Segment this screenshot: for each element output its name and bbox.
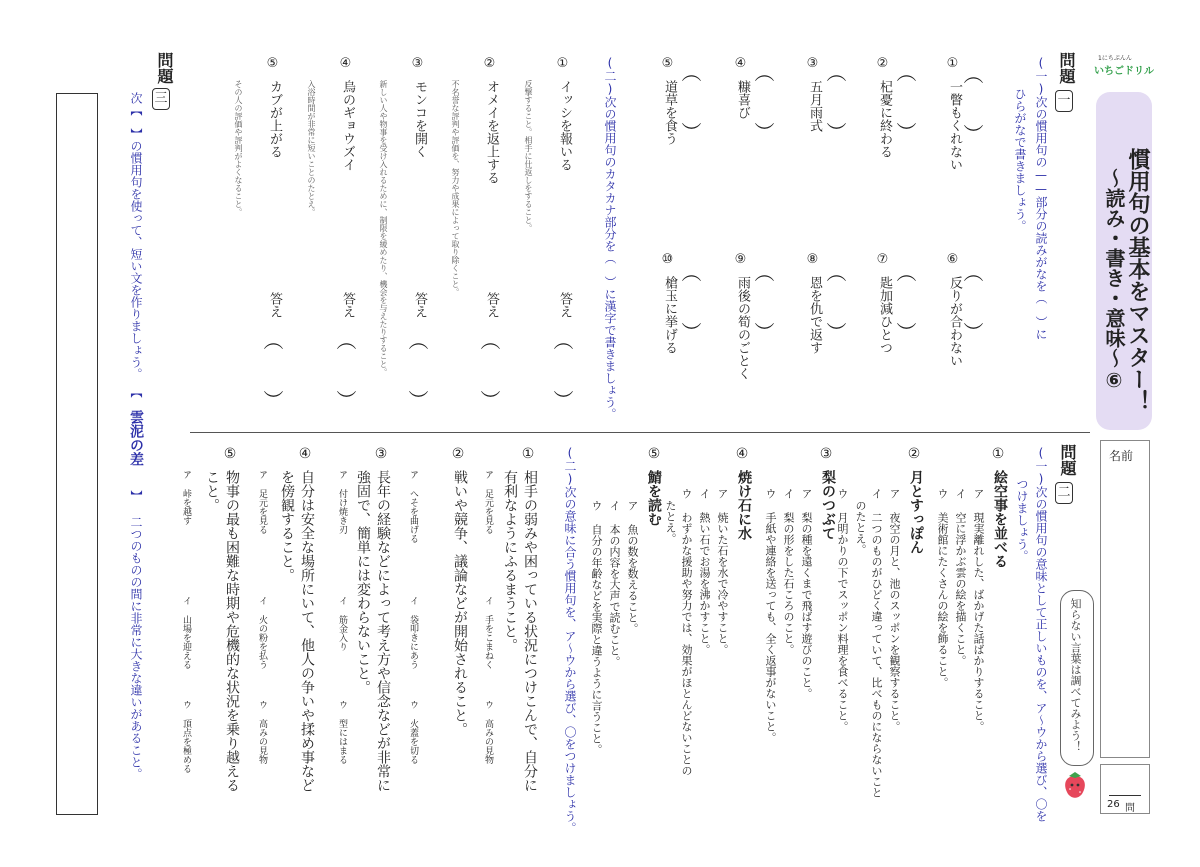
q2p1-item-4-opt-b[interactable]: イ 熱い石でお湯を沸かすこと。 — [698, 488, 711, 655]
q3-bracket-open: 【 — [129, 386, 143, 398]
q2p2-item-1-opt-c[interactable]: ウ 高みの見物 — [483, 700, 493, 764]
q1p2-item-3-meaning: 新しい人や物事を受け入れるために、制限を緩めたり、機会を与えたりすること。 — [379, 80, 388, 376]
name-box[interactable] — [1100, 440, 1150, 758]
q1p2-item-5-num: ⑤ — [265, 56, 280, 71]
q2p1-item-5-opt-b[interactable]: イ 本の内容を大声で読むこと。 — [608, 500, 621, 667]
brand-name: いちごドリル — [1094, 66, 1154, 77]
q2p1-item-4-text: 焼け石に水 — [736, 470, 752, 540]
q2-label: 問題 — [1058, 444, 1077, 476]
q1p2-item-1-meaning: 反撃すること。相手に仕返しをすること。 — [524, 80, 533, 232]
q2p1-item-3-opt-a[interactable]: ア 梨の種を遠くまで飛ばす遊びのこと。 — [800, 488, 813, 699]
q1-number: 一 — [1055, 90, 1073, 112]
q1p1-answer-5[interactable]: （ ） — [678, 62, 702, 142]
q2p2-item-4-opt-b[interactable]: イ 火の粉を払う — [257, 596, 267, 669]
q1p1-item-10-text: 槍玉に挙げる — [662, 276, 677, 354]
q1p1-item-3-num: ③ — [805, 56, 820, 71]
q1p2-item-4-num: ④ — [338, 56, 353, 71]
q1-part2-instruction: (二)次の慣用句のカタカナ部分を（ ）に漢字で書きましょう。 — [603, 56, 617, 420]
q1p2-answer-3[interactable]: （ ） — [405, 330, 429, 410]
q2p2-item-1-opt-b[interactable]: イ 手をこまねく — [483, 596, 493, 669]
q1p2-answer-4[interactable]: （ ） — [333, 330, 357, 410]
q1p2-item-4-text: 烏のギョウズイ — [340, 80, 355, 171]
score-value: 26 — [1107, 799, 1120, 810]
mascot-bubble-text: 知らない言葉は調べてみよう！ — [1069, 598, 1082, 752]
q1p1-item-2-num: ② — [875, 56, 890, 71]
score-box — [1100, 764, 1150, 814]
q2p1-item-5-opt-c[interactable]: ウ 自分の年齢などを実際と違うように言うこと。 — [590, 500, 603, 755]
q2p2-item-2-opt-c[interactable]: ウ 火蓋を切る — [408, 700, 418, 764]
q1p1-item-7-num: ⑦ — [875, 252, 890, 267]
section-divider — [190, 432, 1090, 433]
q1p1-item-2-text: 杞憂に終わる — [877, 80, 892, 158]
q1p1-answer-4[interactable]: （ ） — [751, 62, 775, 142]
q2p2-item-3-line2: 強固で、簡単には変わらないこと。 — [355, 470, 371, 694]
q1p2-answer-label-5: 答え — [267, 292, 282, 318]
q2p1-item-4-opt-c[interactable]: ウ わずかな援助や努力では、効果がほとんどないことの — [680, 488, 693, 776]
q2p1-item-1-num: ① — [990, 446, 1006, 462]
q2p1-item-1-opt-a[interactable]: ア 現実離れした、ばかげた話ばかりすること。 — [972, 488, 985, 732]
q2p2-item-5-num: ⑤ — [222, 446, 238, 462]
q2p2-item-3-opt-a[interactable]: ア 付け焼き刃 — [337, 470, 347, 534]
q1p1-answer-9[interactable]: （ ） — [751, 262, 775, 342]
q2p2-item-1-line1: 相手の弱みや困っている状況につけこんで、自分に — [522, 470, 538, 792]
q1p2-item-2-text: オメイを返上する — [484, 80, 499, 184]
q1p2-answer-label-1: 答え — [557, 292, 572, 318]
q2p1-item-4-opt-a[interactable]: ア 焼いた石を水で冷やすこと。 — [716, 488, 729, 655]
q1p1-item-10-num: ⑩ — [660, 252, 675, 267]
q1p1-item-5-text: 道草を食う — [662, 80, 677, 145]
q1-part1-instruction: (一)次の慣用句の——部分の読みがなを（ ）に — [1034, 56, 1048, 340]
q2p2-item-2-opt-b[interactable]: イ 袋叩きにあう — [408, 596, 418, 669]
q2p1-item-1-opt-b[interactable]: イ 空に浮かぶ雲の絵を描くこと。 — [954, 488, 967, 666]
q2p1-item-5-num: ⑤ — [646, 446, 662, 462]
q2p1-item-1-text: 絵空事を並べる — [992, 470, 1008, 568]
q1p2-answer-label-2: 答え — [484, 292, 499, 318]
q2-part1-instruction-2: つけましょう。 — [1015, 478, 1029, 562]
q1p2-item-5-text: カブが上がる — [267, 80, 282, 158]
q2p2-item-5-line2: こと。 — [204, 470, 220, 512]
q3-bracket-close: 】 — [129, 490, 143, 502]
name-label: 名前 — [1109, 449, 1134, 463]
q1p1-item-9-text: 雨後の筍のごとく — [735, 276, 750, 380]
q1p2-answer-label-3: 答え — [412, 292, 427, 318]
q1p1-item-5-num: ⑤ — [660, 56, 675, 71]
q2p1-item-2-opt-b-cont: のたとえ。 — [854, 500, 867, 555]
q2-number: 二 — [1055, 482, 1073, 504]
q1p2-item-3-num: ③ — [410, 56, 425, 71]
q2p2-item-2-num: ② — [450, 446, 466, 462]
q1-label: 問題 — [1057, 52, 1076, 84]
q2p1-item-3-opt-c[interactable]: ウ 手紙や連絡を送っても、全く返事がないこと。 — [764, 488, 777, 743]
q2p2-item-1-opt-a[interactable]: ア 足元を見る — [483, 470, 493, 534]
q1p1-item-6-num: ⑥ — [945, 252, 960, 267]
q1p2-item-3-text: モンコを開く — [412, 80, 427, 158]
q1p2-item-2-meaning: 不名誉な評判や評価を、努力や成果によって取り除くこと。 — [451, 80, 460, 296]
q2p2-item-4-opt-a[interactable]: ア 足元を見る — [257, 470, 267, 534]
q1p1-item-4-num: ④ — [733, 56, 748, 71]
q1p2-answer-1[interactable]: （ ） — [550, 330, 574, 410]
q1p1-answer-3[interactable]: （ ） — [823, 62, 847, 142]
q1p1-answer-1[interactable]: （ ） — [960, 64, 984, 144]
q2p1-item-2-opt-c[interactable]: ウ 月明かりの下でスッポン料理を食べること。 — [836, 488, 849, 732]
q2p2-item-3-opt-b[interactable]: イ 筋金入り — [337, 596, 347, 651]
q1p2-answer-label-4: 答え — [340, 292, 355, 318]
q2-part2-instruction: (二)次の意味に合う慣用句を、ア～ウから選び、〇をつけましょう。 — [563, 446, 577, 834]
strawberry-mascot-icon — [1060, 770, 1090, 800]
q2p1-item-1-opt-c[interactable]: ウ 美術館にたくさんの絵を飾ること。 — [936, 488, 949, 688]
q2p2-item-3-opt-c[interactable]: ウ 型にはまる — [337, 700, 347, 764]
q2p2-item-5-opt-c[interactable]: ウ 頂点を極める — [181, 700, 191, 773]
q2p1-item-5-opt-a[interactable]: ア 魚の数を数えること。 — [626, 500, 639, 634]
q1p1-item-8-text: 恩を仇で返す — [807, 276, 822, 354]
q1p1-item-6-text: 反りが合わない — [947, 276, 962, 367]
q2p2-item-4-line2: を傍観すること。 — [279, 470, 295, 582]
q2p2-item-5-line1: 物事の最も困難な時期や危機的な状況を乗り越える — [224, 470, 240, 792]
q2p1-item-2-num: ② — [906, 446, 922, 462]
brand-small-text: 1にちぷんん — [1098, 55, 1132, 62]
q1p1-answer-6[interactable]: （ ） — [960, 262, 984, 342]
q1p1-item-7-text: 匙加減ひとつ — [877, 276, 892, 354]
q3-meaning: 二つのものの間に非常に大きな違いがあること。 — [129, 516, 143, 780]
q2p2-item-2-opt-a[interactable]: ア へそを曲げる — [408, 470, 418, 543]
q2p2-item-3-line1: 長年の経験などによって考え方や信念などが非常に — [375, 470, 391, 792]
q1p1-item-8-num: ⑧ — [805, 252, 820, 267]
q3-label: 問題 — [155, 52, 174, 84]
q3-answer-box[interactable] — [56, 93, 98, 815]
q1p2-item-2-num: ② — [482, 56, 497, 71]
q1p1-answer-7[interactable]: （ ） — [893, 262, 917, 342]
q2p1-item-3-text: 梨のつぶて — [820, 470, 836, 540]
q2p2-item-4-opt-c[interactable]: ウ 高みの見物 — [257, 700, 267, 764]
q2p2-item-5-opt-b[interactable]: イ 山場を迎える — [181, 596, 191, 669]
q1p2-item-1-num: ① — [555, 56, 570, 71]
q2p1-item-3-num: ③ — [818, 446, 834, 462]
q1p2-item-1-text: イッシを報いる — [557, 80, 572, 171]
score-unit: 問 — [1125, 803, 1135, 814]
q3-instruction: 次【 】の慣用句を使って、短い文を作りましょう。 — [129, 92, 143, 380]
brand-logo — [1094, 53, 1156, 81]
q2p2-item-5-opt-a[interactable]: ア 峠を越す — [181, 470, 191, 525]
q2p1-item-2-opt-b[interactable]: イ 二つのものがひどく違っていて、比べものにならないこと — [870, 488, 883, 798]
q2p1-item-2-text: 月とすっぽん — [908, 470, 924, 554]
q1-part1-instruction-2: ひらがなで書きましょう。 — [1013, 88, 1027, 232]
q2p1-item-3-opt-b[interactable]: イ 梨の形をした石ころのこと。 — [782, 488, 795, 655]
q3-number: 三 — [152, 88, 170, 110]
page-title: 慣用句の基本をマスター！ — [1125, 148, 1150, 412]
q2p1-item-5-text: 鯖を読む — [646, 470, 662, 526]
q2p2-item-2-line1: 戦いや競争、議論などが開始されること。 — [452, 470, 468, 736]
q1p2-answer-2[interactable]: （ ） — [477, 330, 501, 410]
page-subtitle: ～読み・書き・意味～⑥ — [1102, 168, 1126, 392]
q2p2-item-3-num: ③ — [373, 446, 389, 462]
q2p1-item-4-num: ④ — [734, 446, 750, 462]
q2-part1-instruction: (一)次の慣用句の意味として正しいものを、ア～ウから選び、〇を — [1034, 446, 1048, 822]
q2p2-item-4-line1: 自分は安全な場所にいて、他人の争いや揉め事など — [299, 470, 315, 792]
q3-idiom: 雲泥の差 — [128, 410, 144, 466]
q1p1-answer-8[interactable]: （ ） — [823, 262, 847, 342]
q1p1-item-1: ① — [945, 56, 960, 71]
q1p1-item-4-text: 糠喜び — [735, 80, 750, 119]
q2p2-item-1-line2: 有利なようにふるまうこと。 — [502, 470, 518, 652]
q1p2-answer-5[interactable]: （ ） — [260, 330, 284, 410]
q1p1-answer-10[interactable]: （ ） — [678, 262, 702, 342]
q1p2-item-5-meaning: その人の評価や評判がよくなること。 — [234, 80, 243, 216]
q1p2-item-4-meaning: 入浴時間が非常に短いことのたとえ。 — [307, 80, 316, 216]
q1p1-item-3-text: 五月雨式 — [807, 80, 822, 132]
q2p1-item-4-opt-c-cont: たとえ。 — [664, 500, 677, 544]
q2p1-item-2-opt-a[interactable]: ア 夜空の月と、池のスッポンを観察すること。 — [888, 488, 901, 732]
q2p2-item-4-num: ④ — [297, 446, 313, 462]
q1p1-answer-2[interactable]: （ ） — [893, 62, 917, 142]
q1p1-item-9-num: ⑨ — [733, 252, 748, 267]
q2p2-item-1-num: ① — [520, 446, 536, 462]
q1p1-item-1-text: 一瞥もくれない — [947, 80, 962, 171]
